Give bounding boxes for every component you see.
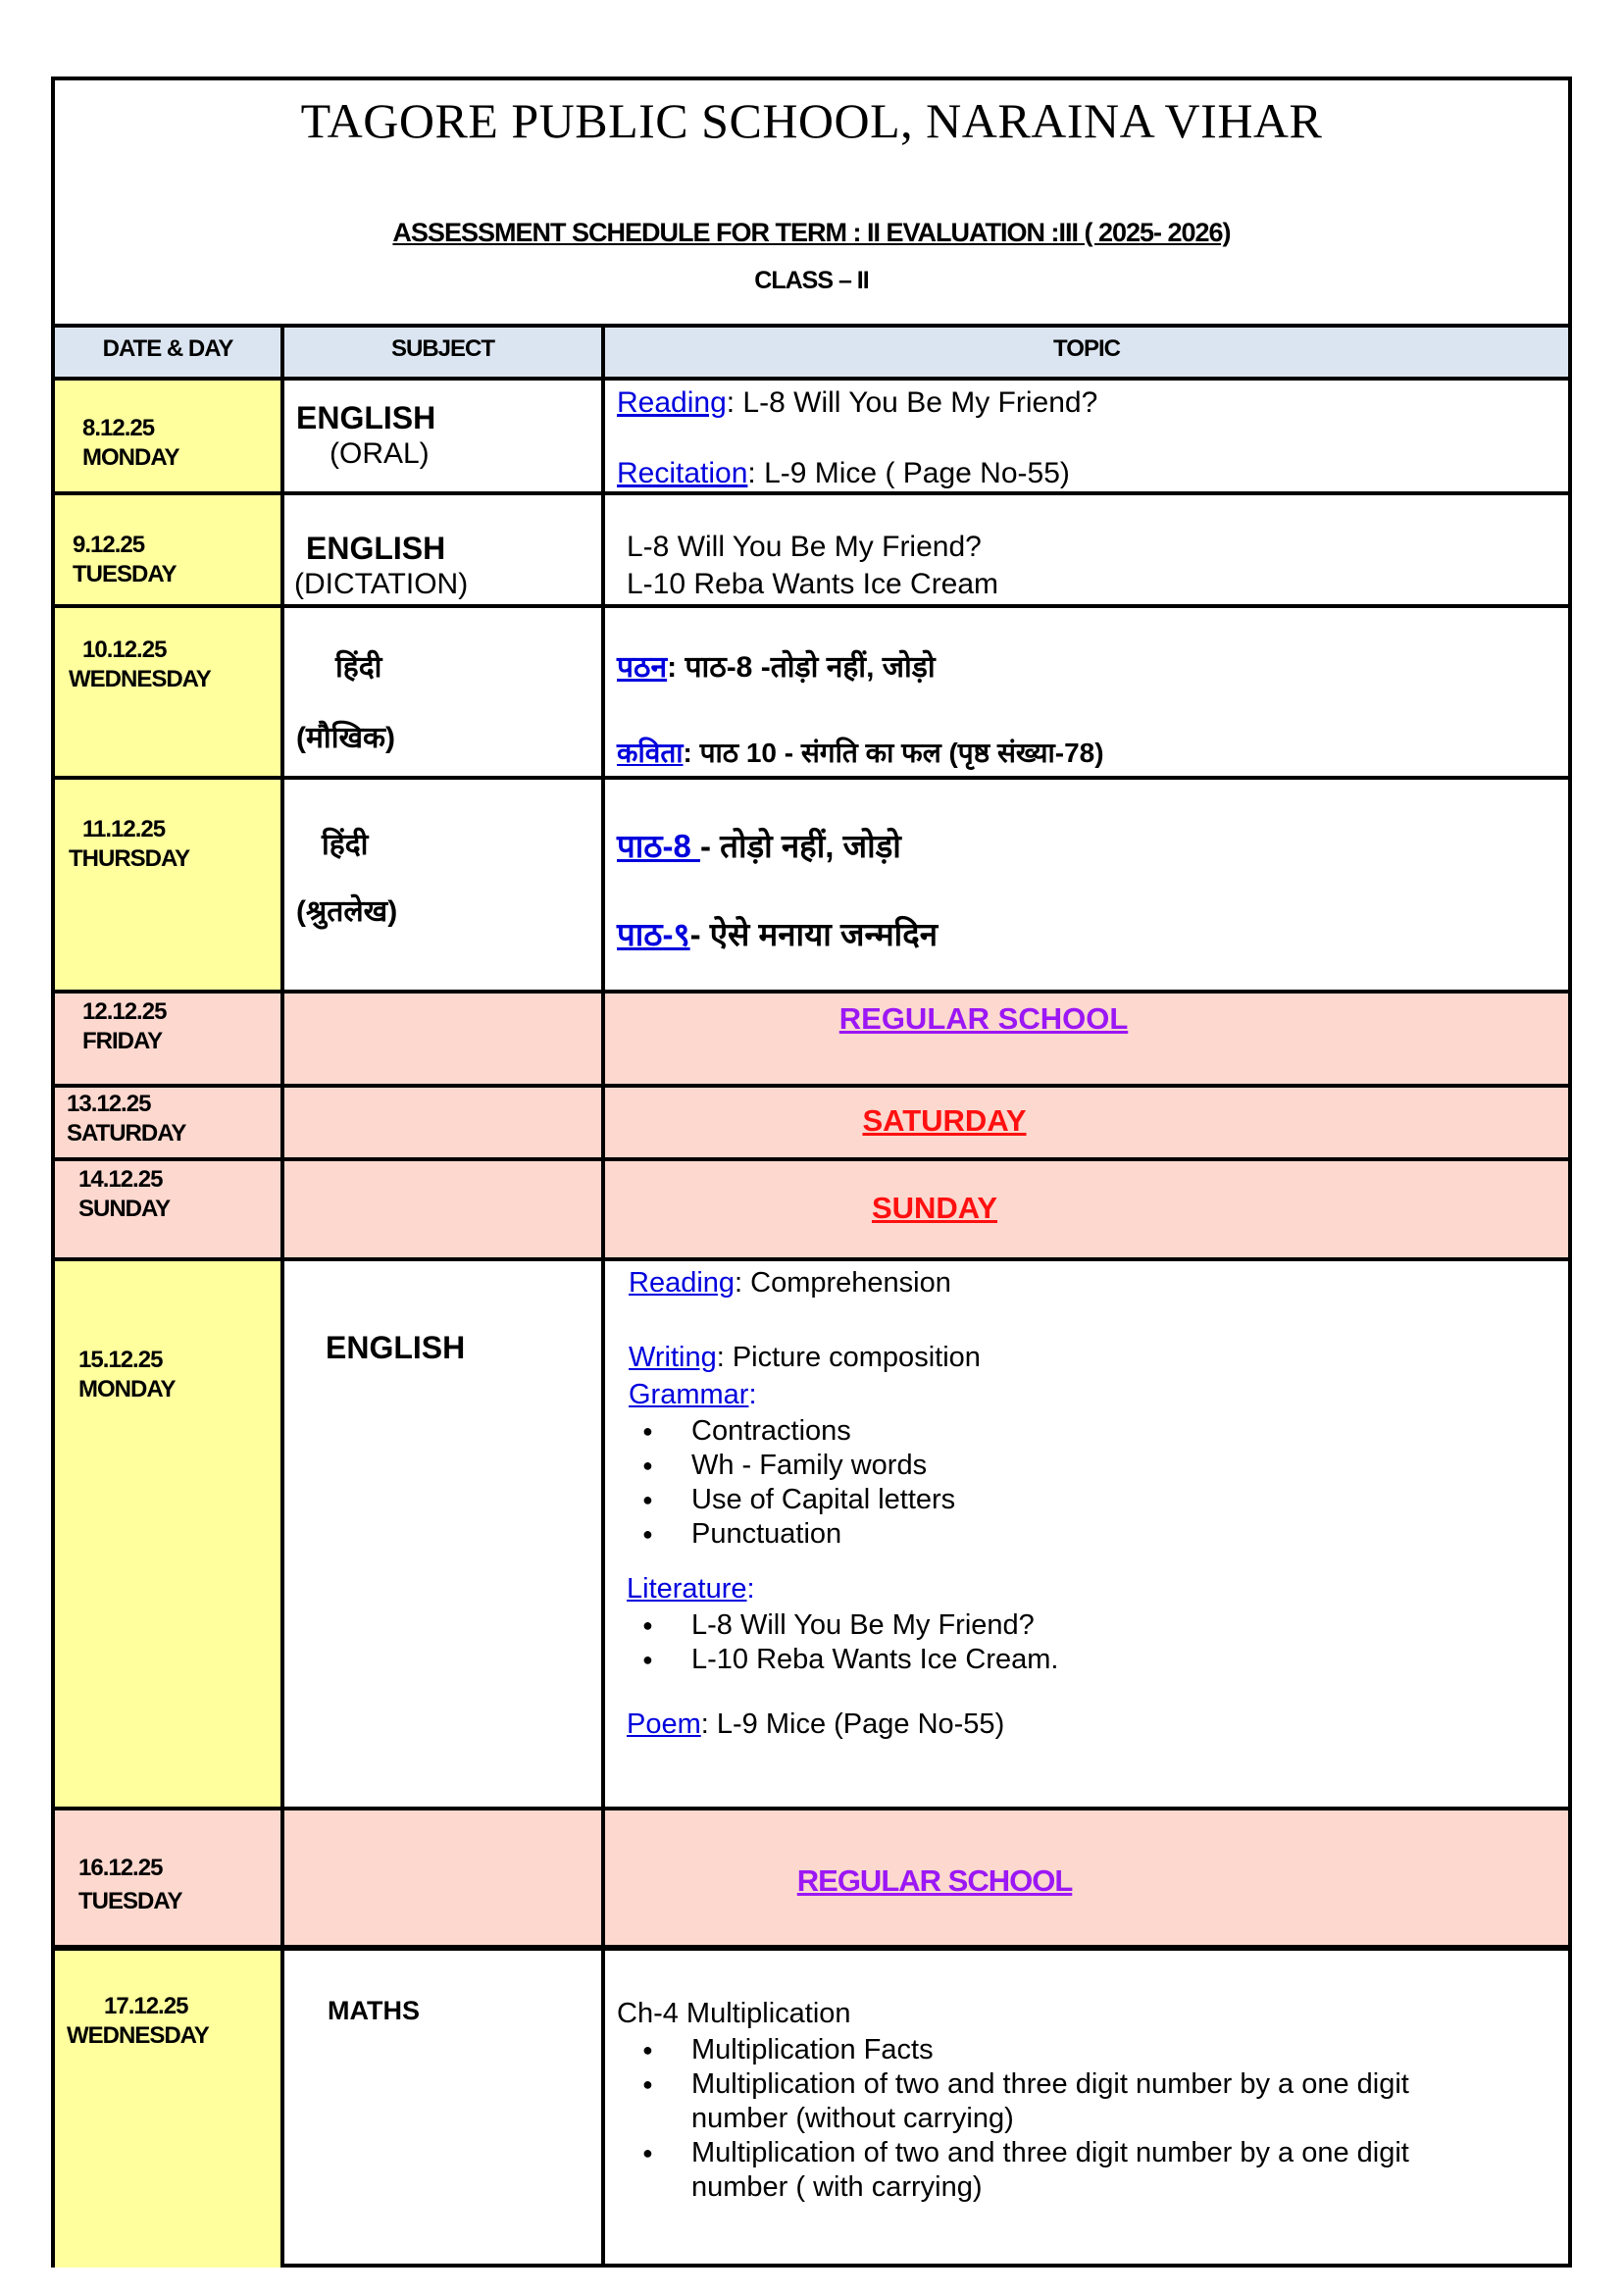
chapter-title: Ch-4 Multiplication [617,1998,851,2029]
reading-line: Reading: Comprehension [629,1267,951,1299]
subject: MATHS [328,1996,420,2025]
day: MONDAY [78,1376,176,1402]
grammar-list [605,1414,955,1552]
list-item: ● L-8 Will You Be My Friend? [605,1608,1058,1643]
table-row [55,1257,1568,1809]
table-row [55,377,1568,493]
day: MONDAY [82,444,179,471]
topic-line: Reading: L-8 Will You Be My Friend? [617,386,1098,419]
date: 11.12.25 [82,816,166,842]
list-item: ● Multiplication of two and three digit number by a one digit number (without carrying) [605,2067,1507,2136]
topic-label: Poem [627,1708,701,1740]
regular-school-note: REGULAR SCHOOL [838,1001,1129,1036]
topic-label: Recitation [617,457,748,489]
table-row [55,990,1568,1086]
literature-list [605,1608,1058,1677]
subject-mode: (श्रुतलेख) [296,895,398,928]
date: 15.12.25 [78,1347,163,1373]
table-row [55,491,1568,606]
list-item: ● Use of Capital letters [605,1483,955,1517]
day: WEDNESDAY [69,666,211,692]
topic-label: Writing [629,1342,717,1373]
table-row [55,1807,1568,1947]
topic-line: Recitation: L-9 Mice ( Page No-55) [617,457,1070,489]
topic-label: कविता [617,738,684,768]
day: SUNDAY [78,1196,171,1222]
topic-label: Reading [617,386,727,419]
grammar-line: Grammar: [629,1379,757,1410]
saturday-note: SATURDAY [862,1103,1027,1138]
day: TUESDAY [78,1888,182,1914]
schedule-title: ASSESSMENT SCHEDULE FOR TERM : II EVALUATION :III ( 2025- 2026) [392,218,1231,247]
topic-line: पठन: पाठ-8 -तोड़ो नहीं, जोड़ो [617,651,936,684]
header-topic: TOPIC [605,328,1568,381]
topic-line: पाठ-8 - तोड़ो नहीं, जोड़ो [617,828,901,864]
school-name: TAGORE PUBLIC SCHOOL, NARAINA VIHAR [300,93,1323,148]
day: WEDNESDAY [67,2022,209,2049]
subject: हिंदी [322,829,369,861]
date: 12.12.25 [82,998,167,1025]
topic-line: L-10 Reba Wants Ice Cream [627,568,999,600]
assessment-schedule-sheet [51,76,1572,2268]
date: 10.12.25 [82,637,167,663]
topic-label: Grammar [629,1379,749,1410]
title-block [55,80,1568,326]
header-subject: SUBJECT [284,328,605,381]
subject-mode: (मौखिक) [296,722,396,754]
date: 13.12.25 [67,1091,151,1117]
list-item: ● L-10 Reba Wants Ice Cream. [605,1643,1058,1677]
date: 14.12.25 [78,1166,163,1193]
subject: ENGLISH [306,531,446,566]
date: 8.12.25 [82,415,155,441]
day: FRIDAY [82,1028,163,1054]
date: 16.12.25 [78,1855,163,1881]
list-item: ● Multiplication of two and three digit number by a one digit number ( with carrying) [605,2136,1507,2205]
sunday-note: SUNDAY [871,1191,998,1225]
subject-mode: (DICTATION) [294,568,469,600]
table-row [55,1084,1568,1159]
subject: हिंदी [335,651,382,684]
day: SATURDAY [67,1120,186,1147]
topic-label: पाठ-8 [617,828,700,864]
subject: ENGLISH [326,1330,466,1365]
day: THURSDAY [69,845,190,872]
list-item: ● Contractions [605,1414,955,1449]
list-item: ● Punctuation [605,1517,955,1552]
topic-label: पाठ-९ [617,916,690,952]
date: 17.12.25 [104,1993,188,2019]
topic-line: L-8 Will You Be My Friend? [627,531,982,563]
table-header [55,324,1568,381]
table-row [55,776,1568,992]
day: TUESDAY [73,561,177,587]
list-item: ● Wh - Family words [605,1449,955,1483]
subject-mode: (ORAL) [330,437,430,470]
header-date: DATE & DAY [55,328,284,381]
topic-label: Literature [627,1573,747,1605]
date: 9.12.25 [73,532,145,558]
literature-line: Literature: [627,1573,755,1605]
topic-line: पाठ-९- ऐसे मनाया जन्मदिन [617,916,939,952]
topic-label: Reading [629,1267,736,1299]
subject: ENGLISH [296,400,436,435]
table-row [55,1945,1568,2268]
poem-line: Poem: L-9 Mice (Page No-55) [627,1708,1005,1740]
maths-topic-list [605,2033,1507,2205]
table-row [55,604,1568,778]
class-label: CLASS – II [754,267,869,294]
regular-school-note: REGULAR SCHOOL [796,1863,1073,1898]
topic-line: कविता: पाठ 10 - संगति का फल (पृष्ठ संख्या-78) [617,738,1104,768]
writing-line: Writing: Picture composition [629,1342,981,1373]
list-item: ● Multiplication Facts [605,2033,1507,2067]
topic-label: पठन [617,651,668,684]
table-row [55,1157,1568,1259]
